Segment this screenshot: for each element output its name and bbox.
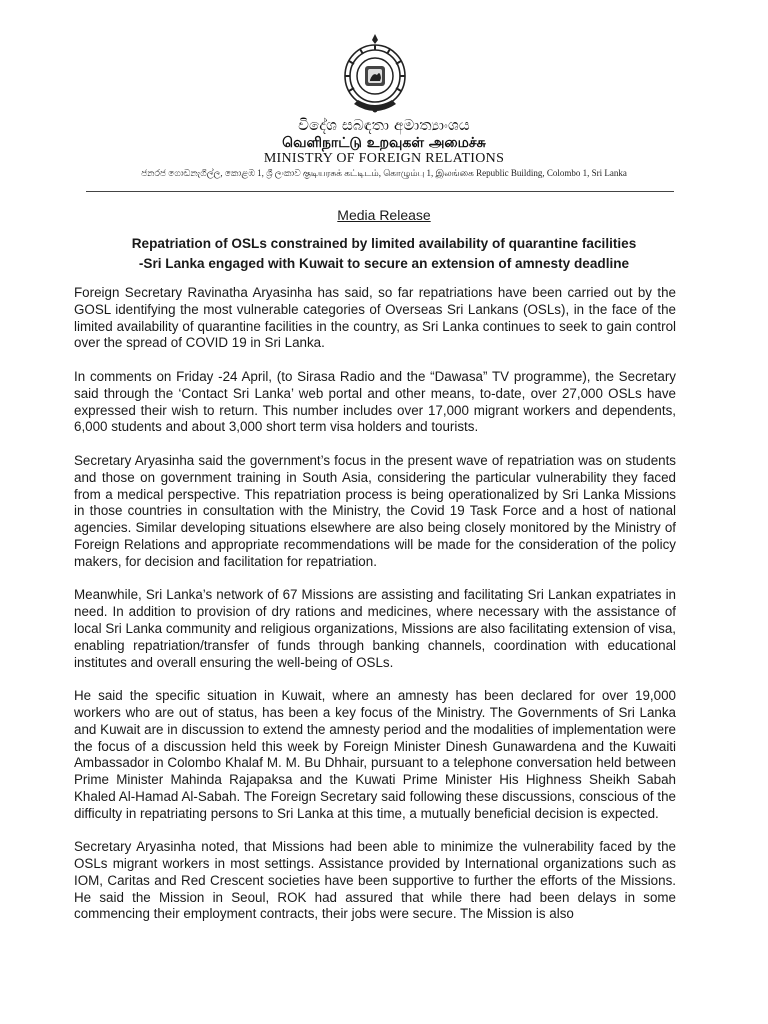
headline-main: Repatriation of OSLs constrained by limited availability of quarantine facilities: [131, 236, 637, 251]
press-release-body: [74, 285, 676, 940]
paragraph: Meanwhile, Sri Lanka’s network of 67 Missions are assisting and facilitating Sri Lankan expatriates in need. In addition to provision of dry rations and medicines, where necessary with the assistance of local Sri Lanka community and religious organizations, Missions are also facilitating extension of visa, enabling repatriation/transfer of funds through banking channels, coordination with educational institutes and overall ensuring the well-being of OSLs.: [74, 587, 676, 670]
paragraph: In comments on Friday -24 April, (to Sirasa Radio and the “Dawasa” TV programme), the Secretary said through the ‘Contact Sri Lanka’ web portal and other means, to-date, over 27,000 OSLs have expressed their wish to return. This number includes over 17,000 migrant workers and dependents, 6,000 students and about 3,000 short term visa holders and tourists.: [74, 368, 676, 435]
headline-sub: -Sri Lanka engaged with Kuwait to secure an extension of amnesty deadline: [138, 256, 630, 271]
paragraph: He said the specific situation in Kuwait, where an amnesty has been declared for over 19,000 workers who are out of status, has been a key focus of the Ministry. The Governments of Sri Lanka and Kuwait are in discussion to extend the amnesty period and the modalities of implementation were the focus of a discussion held this week by Foreign Minister Dinesh Gunawardena and the Kuwaiti Ambassador in Colombo Khalaf M. M. Bu Dhhair, pursuant to a telephone conversation held between Prime Minister Mahinda Rajapaksa and the Kuwati Prime Minister His Highness Sheikh Sabah Khaled Al-Hamad Al-Sabah. The Foreign Secretary said following these discussions, conscious of the difficulty in repatriating persons to Sri Lanka at this time, a mutually beneficial decision is expected.: [74, 688, 676, 821]
ministry-address: ජනරජ ගොඩනැගිල්ල, කොළඹ 1, ශ්‍රී ලංකාව குடியரசுக் கட்டிடம், கொழும்பு 1, இலங்கை Republic Building, Colombo 1, Sri Lanka: [141, 168, 627, 178]
paragraph: Secretary Aryasinha noted, that Missions had been able to minimize the vulnerability faced by the OSLs migrant workers in most settings. Assistance provided by International organizations such as IOM, Caritas and Red Crescent societies have been supportive to further the efforts of the Missions. He said the Mission in Seoul, ROK had assured that while there had been delays in some commencing their employment contracts, their jobs were secure. The Mission is also: [74, 839, 676, 922]
paragraph: Foreign Secretary Ravinatha Aryasinha has said, so far repatriations have been carried out by the GOSL identifying the most vulnerable categories of Overseas Sri Lankans (OSLs), in the face of the limited availability of quarantine facilities in the country, as Sri Lanka continues to seek to gain control over the spread of COVID 19 in Sri Lanka.: [74, 285, 676, 351]
ministry-name-sinhala: විදේශ සබඳතා අමාත්‍යාංශය: [298, 116, 470, 134]
ministry-name-tamil: வெளிநாட்டு உறவுகள் அமைச்சு: [282, 135, 486, 151]
paragraph: Secretary Aryasinha said the government’s focus in the present wave of repatriation was on students and those on government training in South Asia, considering the particular vulnerability they faced from a medical perspective. This repatriation process is being operationalized by Sri Lanka Missions in those countries in consultation with the Ministry, the Covid 19 Task Force and a host of national agencies. Similar developing situations elsewhere are also being closely monitored by the Ministry of Foreign Relations and appropriate recommendations will be made for the consideration of the policy makers, for decision and facilitation for repatriation.: [74, 452, 676, 569]
header-divider: [86, 191, 674, 192]
national-emblem-icon: [340, 34, 410, 116]
media-release-label: Media Release: [337, 207, 431, 223]
ministry-name-english: MINISTRY OF FOREIGN RELATIONS: [263, 151, 505, 166]
